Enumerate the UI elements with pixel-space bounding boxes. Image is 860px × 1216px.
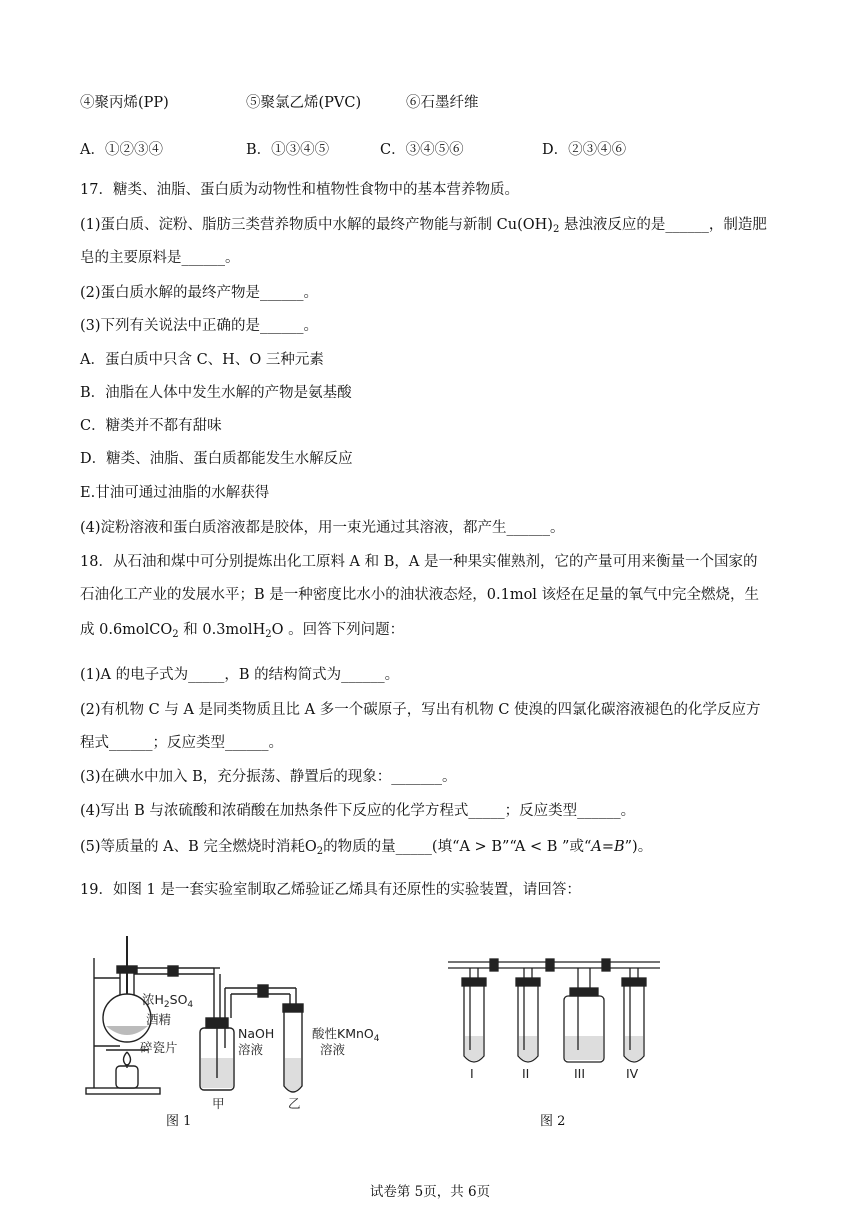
q18-part5-o: O	[304, 839, 317, 855]
q17-stem: 17．糖类、油脂、蛋白质为动物性和植物性食物中的基本营养物质。	[80, 182, 519, 198]
label-bottle-3: III	[574, 1066, 586, 1080]
q17-option-d: D．糖类、油脂、蛋白质都能发生水解反应	[80, 451, 353, 467]
q17-option-a: A．蛋白质中只含 C、H、O 三种元素	[80, 352, 324, 368]
figure-1-caption: 图 1	[166, 1114, 192, 1129]
q16-item-6: ⑥石墨纤维	[406, 95, 479, 111]
label-conc-h2so4: 浓$H_2SO_4$	[142, 992, 194, 1010]
q17-part2: (2)蛋白质水解的最终产物是______。	[80, 285, 319, 301]
label-jia: 甲	[212, 1096, 225, 1111]
q18-h2o-o: O	[271, 622, 284, 638]
q17-part1-line1	[80, 215, 767, 240]
q18-h2o-amount: 和 0.3mol	[178, 622, 253, 638]
q18-stem-line1: 18．从石油和煤中可分别提炼出化工原料 A 和 B，A 是一种果实催熟剂，它的产量可用来衡量一个国家的	[80, 554, 758, 570]
tube-4	[622, 968, 646, 1062]
figure-1-apparatus	[80, 918, 420, 1118]
q18-co2-amount: 成 0.6mol	[80, 622, 150, 638]
label-tube-1: I	[470, 1066, 474, 1080]
q18-co2-sub: 2	[172, 629, 179, 640]
q18-stem-line2: 石油化工产业的发展水平；B 是一种密度比水小的油状液态烃，0.1mol 该烃在足量的氧气中完全燃烧，生	[80, 587, 760, 603]
q17-part1-post: 悬浊液反应的是______，制造肥	[559, 217, 767, 233]
label-tube-2: II	[522, 1066, 530, 1080]
alcohol-lamp	[116, 1066, 138, 1088]
q18-part5-o-sub: 2	[316, 846, 324, 857]
bottle-3	[564, 968, 604, 1062]
q17-part1-pre: (1)蛋白质、淀粉、脂肪三类营养物质中水解的最终产物能与新制 Cu(OH)	[80, 217, 553, 233]
q17-option-e: E.甘油可通过油脂的水解获得	[80, 485, 270, 501]
q17-option-c: C．糖类并不都有甜味	[80, 418, 222, 434]
stand-base	[86, 1088, 160, 1094]
q16-item-5: ⑤聚氯乙烯(PVC)	[246, 95, 362, 111]
q16-option-d: D．②③④⑥	[542, 142, 627, 158]
q18-part5-c: ”)。	[624, 839, 653, 855]
label-kmno4: 酸性KMnO$_4$	[312, 1026, 380, 1044]
q18-part5	[80, 837, 652, 862]
q18-h2o-h: H	[252, 622, 266, 638]
q17-part4: (4)淀粉溶液和蛋白质溶液都是胶体，用一束光通过其溶液，都产生______。	[80, 520, 565, 536]
q18-part5-b: 的物质的量_____(填“A > B”“A < B ”或“	[323, 839, 592, 855]
q18-co2-formula: CO	[149, 622, 173, 638]
q18-part5-a: (5)等质量的 A、B 完全燃烧时消耗	[80, 839, 305, 855]
q16-option-a: A．①②③④	[80, 142, 163, 158]
label-porcelain-chips: 碎瓷片	[140, 1040, 178, 1055]
figure-2-caption: 图 2	[540, 1114, 566, 1129]
label-tube-4: IV	[626, 1066, 639, 1080]
q19-stem: 19．如图 1 是一套实验室制取乙烯验证乙烯具有还原性的实验装置，请回答：	[80, 882, 581, 898]
q18-part5-eq: A=B	[591, 839, 625, 855]
q18-part1: (1)A 的电子式为_____，B 的结构简式为______。	[80, 667, 400, 683]
q17-option-b: B．油脂在人体中发生水解的产物是氨基酸	[80, 385, 352, 401]
q16-option-b: B．①③④⑤	[246, 142, 330, 158]
q17-part1-sub: 2	[552, 224, 560, 235]
q16-item-4: ④聚丙烯(PP)	[80, 95, 169, 111]
label-alcohol: 酒精	[146, 1012, 172, 1027]
q17-part1-line2: 皂的主要原料是______。	[80, 250, 240, 266]
q18-stem-end: 。回答下列问题：	[283, 622, 405, 638]
figure-2-apparatus	[444, 950, 664, 1080]
label-kmno4-solution: 溶液	[320, 1042, 346, 1057]
q18-part4: (4)写出 B 与浓硫酸和浓硝酸在加热条件下反应的化学方程式_____；反应类型______。	[80, 803, 636, 819]
q18-part2-line1: (2)有机物 C 与 A 是同类物质且比 A 多一个碳原子，写出有机物 C 使溴的四氯化碳溶液褪色的化学反应方	[80, 702, 761, 718]
q18-part3: (3)在碘水中加入 B，充分振荡、静置后的现象：_______。	[80, 769, 457, 785]
label-naoh-solution: 溶液	[238, 1042, 264, 1057]
tube-2	[516, 968, 540, 1062]
q17-part3: (3)下列有关说法中正确的是______。	[80, 318, 319, 334]
label-yi: 乙	[288, 1096, 301, 1111]
label-naoh: NaOH	[238, 1026, 275, 1041]
q18-h2o-sub: 2	[265, 629, 272, 640]
page-footer: 试卷第 5页，共 6页	[369, 1184, 491, 1200]
q16-option-c: C．③④⑤⑥	[380, 142, 464, 158]
q18-stem-line3	[80, 620, 404, 645]
tube-1	[462, 968, 486, 1062]
q18-part2-line2: 程式______；反应类型______。	[80, 735, 283, 751]
